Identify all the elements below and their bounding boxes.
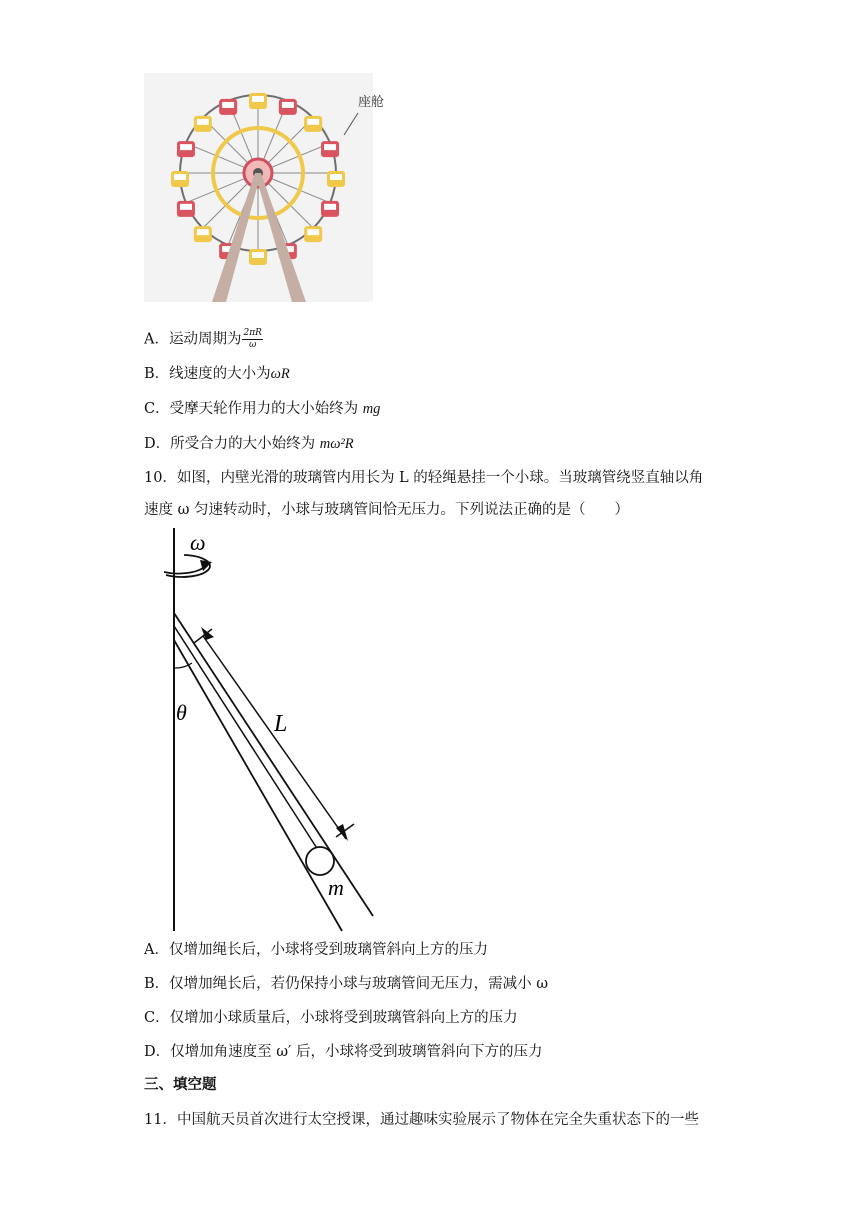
wheel-cabin	[171, 171, 189, 187]
mass-label: m	[328, 875, 344, 900]
q9-option-d-expr: mω²R	[319, 436, 354, 452]
q9-option-c-expr: mg	[362, 401, 381, 417]
q10-option-a: A．仅增加绳长后，小球将受到玻璃管斜向上方的压力	[144, 942, 488, 958]
q10-option-c: C．仅增加小球质量后，小球将受到玻璃管斜向上方的压力	[144, 1010, 518, 1026]
omega-label: ω	[190, 530, 206, 555]
fraction-denominator: ω	[249, 340, 257, 350]
length-label: L	[274, 711, 288, 737]
q9-option-d-text: D．所受合力的大小始终为	[144, 436, 320, 452]
section-title: 三、填空题	[144, 1076, 217, 1093]
q9-option-a-text: A．运动周期为	[144, 331, 242, 348]
q9-option-b-expr: ωR	[270, 366, 290, 382]
q11-stem-line1: 11．中国航天员首次进行太空授课，通过趣味实验展示了物体在完全失重状态下的一些	[144, 1112, 699, 1128]
theta-label: θ	[176, 700, 187, 725]
wheel-cabin	[321, 141, 339, 157]
wheel-cabin	[249, 249, 267, 265]
wheel-cabin	[327, 171, 345, 187]
q10-option-b: B．仅增加绳长后，若仍保持小球与玻璃管间无压力，需减小 ω	[144, 976, 549, 992]
q9-option-c	[144, 399, 380, 419]
q9-option-b-text: B．线速度的大小为	[144, 366, 271, 382]
q10-option-d: D．仅增加角速度至 ω′ 后，小球将受到玻璃管斜向下方的压力	[144, 1044, 543, 1060]
wheel-cabin	[177, 201, 195, 217]
q10-stem-line1: 10．如图，内壁光滑的玻璃管内用长为 L 的轻绳悬挂一个小球。当玻璃管绕竖直轴以角	[144, 470, 704, 486]
wheel-cabin	[177, 141, 195, 157]
wheel-cabin	[194, 226, 212, 242]
wheel-cabin	[279, 99, 297, 115]
wheel-cabin	[321, 201, 339, 217]
glass-tube-figure	[140, 528, 390, 933]
wheel-cabin	[249, 93, 267, 109]
q9-option-a	[144, 328, 263, 351]
q9-option-d	[144, 434, 354, 454]
q10-stem-line2: 速度 ω 匀速转动时，小球与玻璃管间恰无压力。下列说法正确的是（ ）	[144, 502, 630, 518]
ferris-wheel-illustration	[144, 73, 385, 302]
wheel-cabin	[194, 116, 212, 132]
fraction-numerator: 2πR	[243, 328, 262, 338]
wheel-cabin	[304, 226, 322, 242]
cabin-label: 座舱	[358, 95, 385, 110]
q9-option-b	[144, 364, 290, 384]
q9-option-c-text: C．受摩天轮作用力的大小始终为	[144, 401, 363, 417]
ferris-wheel-figure	[144, 73, 385, 302]
wheel-cabin	[304, 116, 322, 132]
glass-tube-diagram	[140, 528, 390, 933]
wheel-cabin	[219, 99, 237, 115]
period-fraction	[242, 328, 262, 351]
